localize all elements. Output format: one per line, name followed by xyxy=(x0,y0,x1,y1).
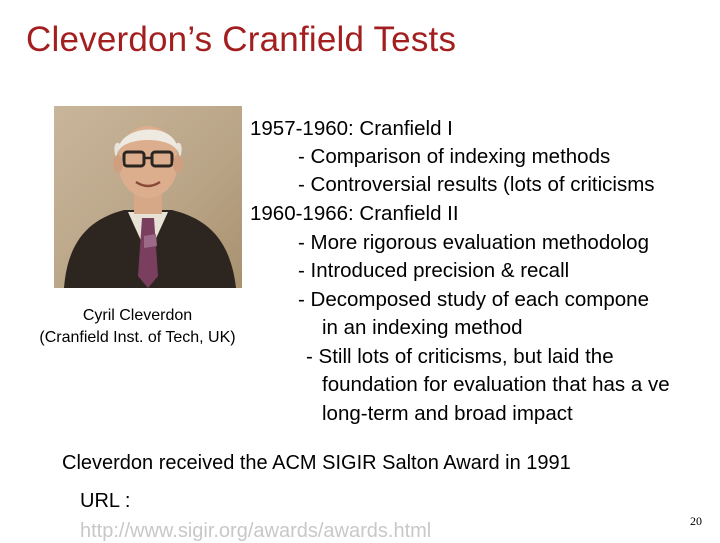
url-label: URL : xyxy=(80,490,131,512)
bullet-line: - More rigorous evaluation methodolog xyxy=(298,231,649,254)
awards-link[interactable]: http://www.sigir.org/awards/awards.html xyxy=(80,520,432,542)
bullet-line: - Controversial results (lots of criticisms xyxy=(298,173,655,196)
bullet-line: foundation for evaluation that has a ve xyxy=(322,373,670,396)
caption-name: Cyril Cleverdon xyxy=(82,307,193,324)
bullet-line: long-term and broad impact xyxy=(322,402,573,425)
caption-affiliation: (Cranfield Inst. of Tech, UK) xyxy=(39,329,236,346)
bullet-line: - Comparison of indexing methods xyxy=(298,145,611,168)
bullet-line: 1960-1966: Cranfield II xyxy=(250,202,459,225)
page-number: 20 xyxy=(690,514,702,528)
award-note: Cleverdon received the ACM SIGIR Salton Award in 1991 xyxy=(62,452,571,474)
photo-caption xyxy=(0,305,275,349)
bullet-line: - Still lots of criticisms, but laid the xyxy=(306,345,614,368)
slide-title: Cleverdon’s Cranfield Tests xyxy=(26,20,457,59)
bullet-line: in an indexing method xyxy=(322,316,523,339)
bullet-line: 1957-1960: Cranfield I xyxy=(250,117,453,140)
bullet-line: - Decomposed study of each compone xyxy=(298,288,649,311)
portrait-photo xyxy=(54,106,242,288)
bullet-line: - Introduced precision & recall xyxy=(298,259,570,282)
